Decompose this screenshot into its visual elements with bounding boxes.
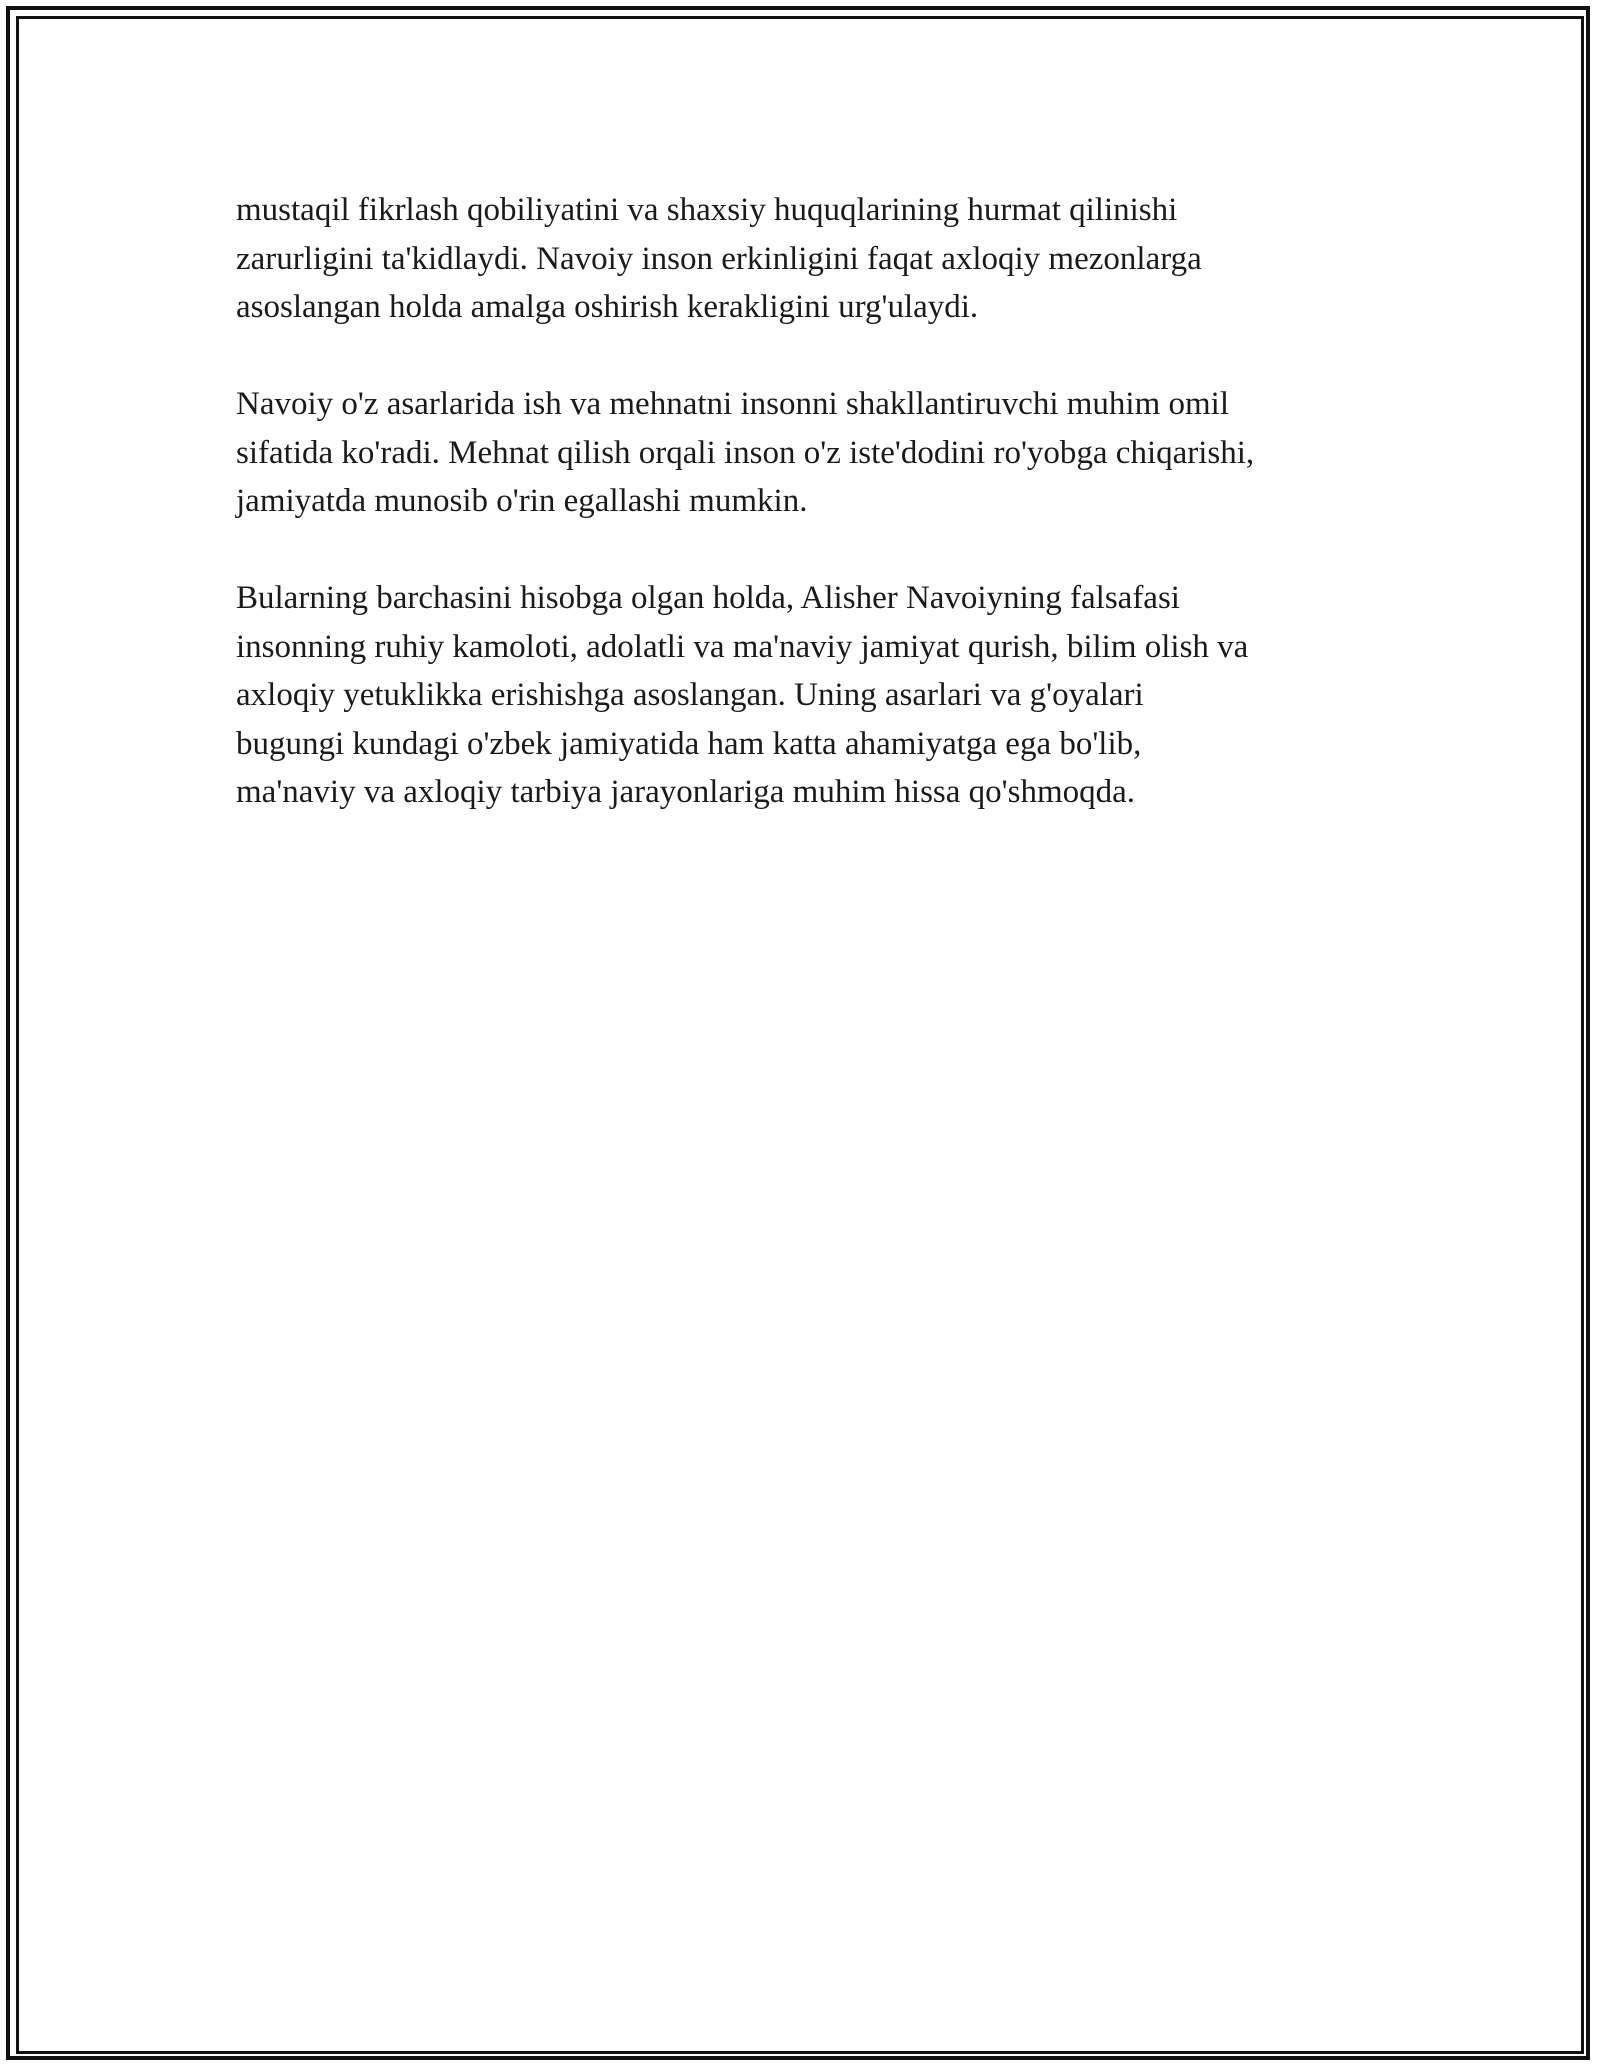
text-line: Bularning barchasini hisobga olgan holda, Alisher Navoiyning falsafasi <box>236 580 1180 616</box>
text-line: insonning ruhiy kamoloti, adolatli va ma'naviy jamiyat qurish, bilim olish va <box>236 628 1249 665</box>
text-line: ma'naviy va axloqiy tarbiya jarayonlariga muhim hissa qo'shmoqda. <box>236 774 1136 810</box>
text-line: axloqiy yetuklikka erishishga asoslangan. Uning asarlari va g'oyalari <box>236 677 1144 713</box>
document-body <box>236 186 1396 865</box>
text-line: mustaqil fikrlash qobiliyatini va shaxsiy huquqlarining hurmat qilinishi <box>236 192 1178 228</box>
text-line: asoslangan holda amalga oshirish kerakligini urg'ulaydi. <box>236 289 979 325</box>
text-line: zarurligini ta'kidlaydi. Navoiy inson erkinligini faqat axloqiy mezonlarga <box>236 240 1202 277</box>
text-line: jamiyatda munosib o'rin egallashi mumkin. <box>236 483 808 519</box>
text-line: Navoiy o'z asarlarida ish va mehnatni insonni shakllantiruvchi muhim omil <box>236 386 1229 422</box>
paragraph-2 <box>236 380 1396 526</box>
text-line: sifatida ko'radi. Mehnat qilish orqali inson o'z iste'dodini ro'yobga chiqarishi, <box>236 434 1255 471</box>
text-line: bugungi kundagi o'zbek jamiyatida ham katta ahamiyatga ega bo'lib, <box>236 725 1142 762</box>
paragraph-3 <box>236 574 1396 817</box>
paragraph-1 <box>236 186 1396 332</box>
